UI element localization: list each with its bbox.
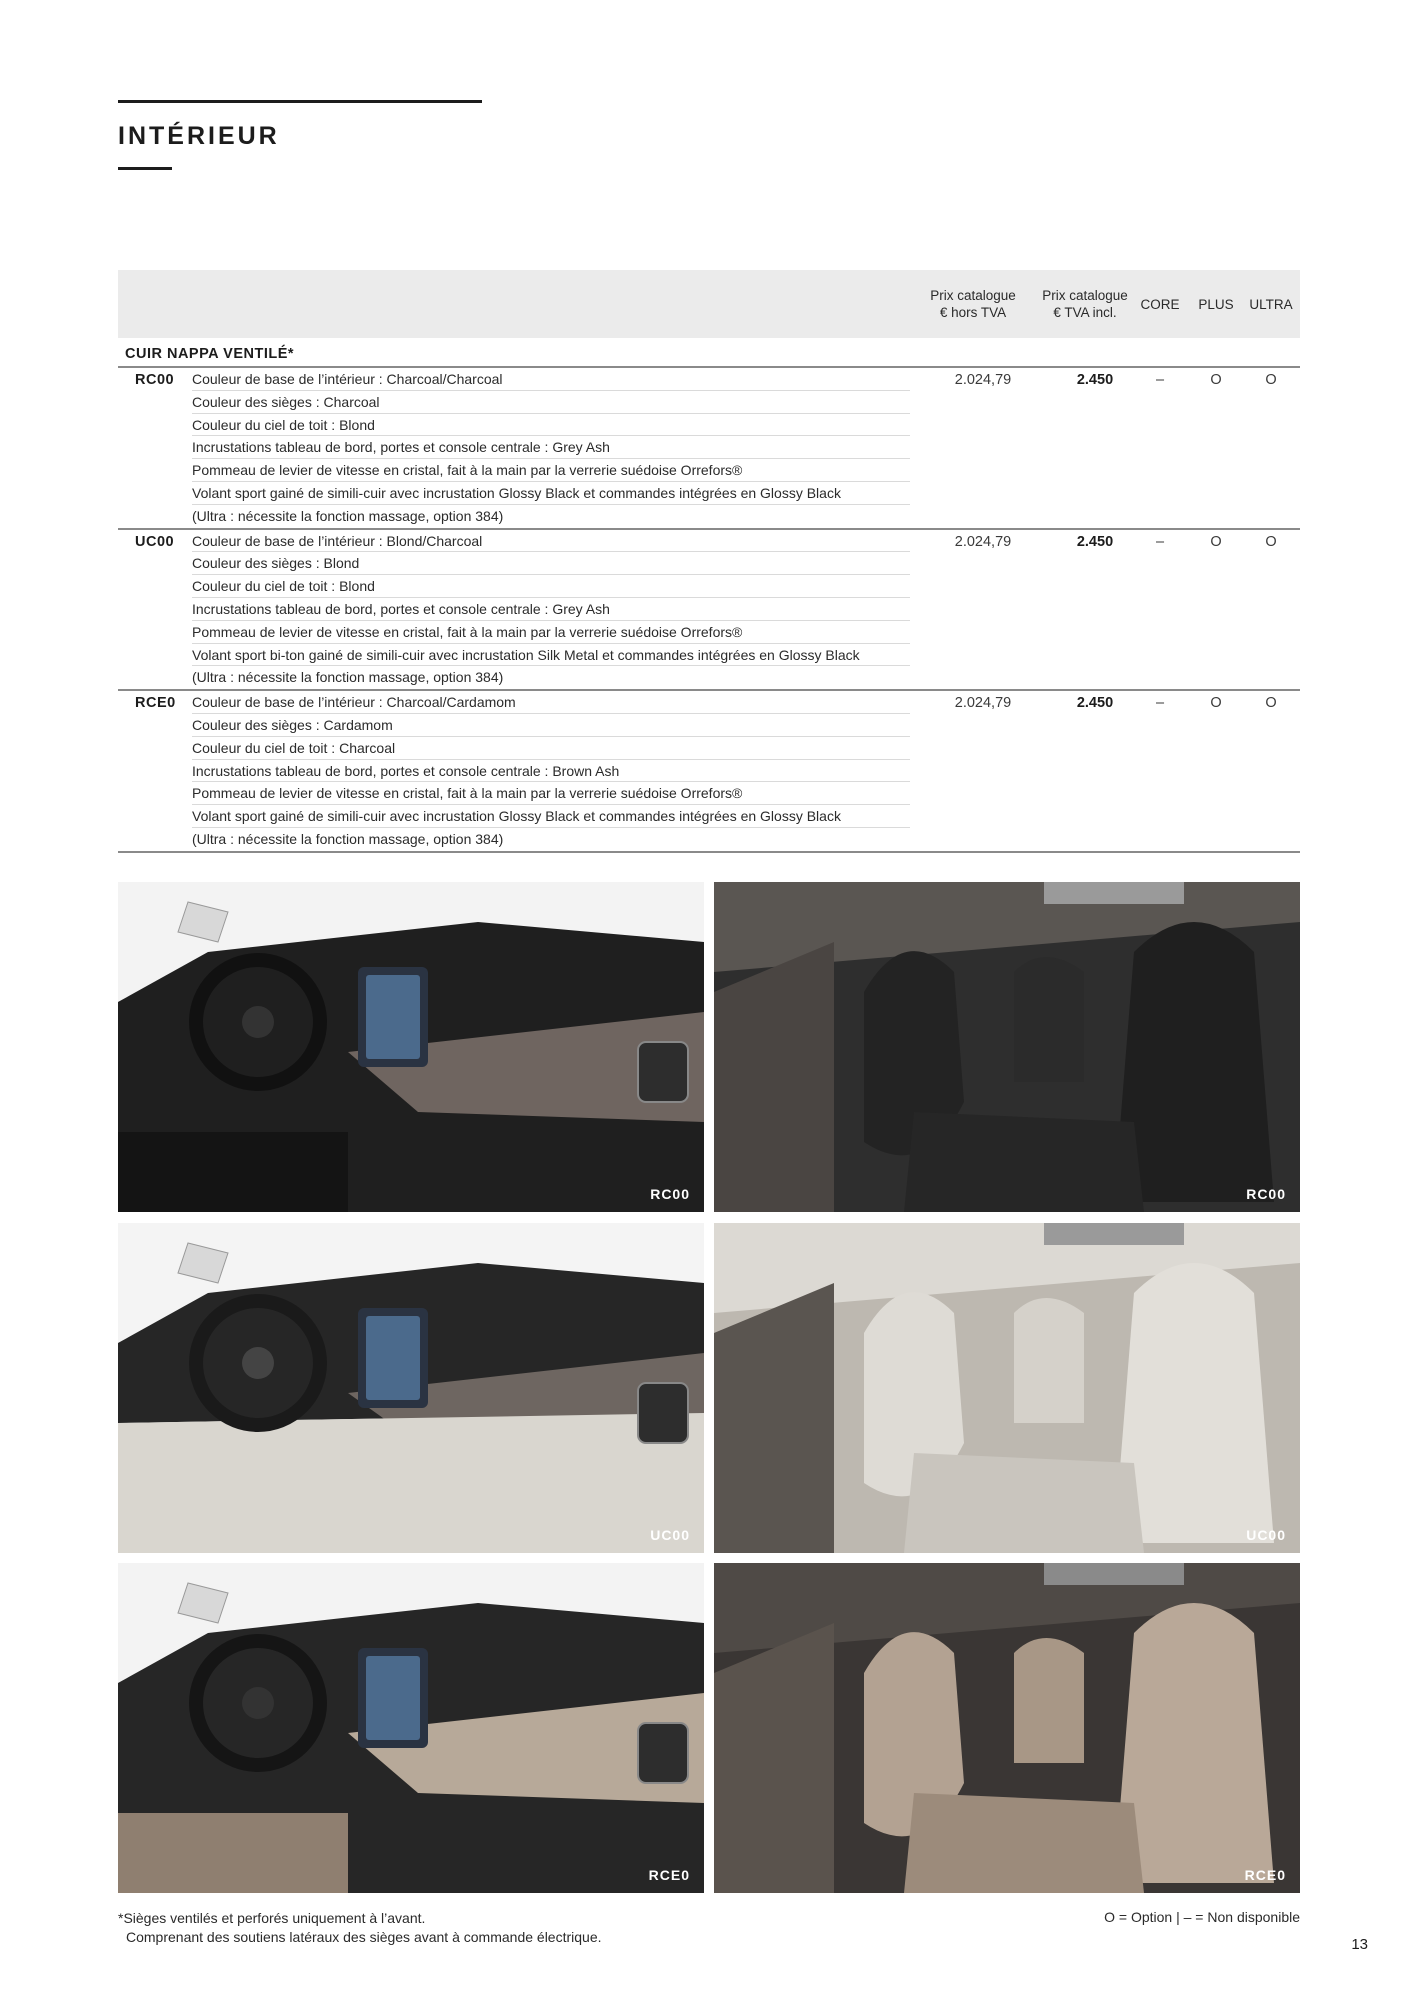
option-line: Pommeau de levier de vitesse en cristal, fait à la main par la verrerie suédoise Orrefors® (192, 459, 910, 482)
option-line: Couleur de base de l’intérieur : Blond/Charcoal (192, 530, 910, 553)
option-line: Couleur des sièges : Cardamom (192, 714, 910, 737)
option-code: RCE0 (135, 695, 176, 712)
option-line: Volant sport bi-ton gainé de simili-cuir avec incrustation Silk Metal et commandes intégrées en Glossy Black (192, 644, 910, 667)
option-line: Couleur de base de l’intérieur : Charcoal/Charcoal (192, 368, 910, 391)
option-code: RC00 (135, 372, 175, 388)
dashboard-photo-rce0 (118, 1563, 704, 1893)
header-rule (118, 100, 482, 103)
availability-ultra: O (1265, 533, 1277, 550)
footnote (118, 1909, 602, 1947)
seats-photo-rce0 (714, 1563, 1300, 1893)
price-incl-vat: 2.450 (1076, 372, 1114, 388)
footnote-line: *Sièges ventilés et perforés uniquement à l’avant. (118, 1910, 426, 1926)
option-line: Couleur des sièges : Charcoal (192, 391, 910, 414)
price-excl-vat: 2.024,79 (954, 533, 1012, 550)
option-line: Couleur du ciel de toit : Blond (192, 575, 910, 598)
option-line: Pommeau de levier de vitesse en cristal, fait à la main par la verrerie suédoise Orrefors® (192, 621, 910, 644)
option-code: UC00 (135, 533, 175, 550)
photo-label: UC00 (650, 1527, 690, 1543)
option-group-rc00 (118, 366, 1300, 528)
availability-ultra: O (1265, 372, 1277, 388)
seats-illustration (714, 1223, 1300, 1553)
seats-illustration (714, 1563, 1300, 1893)
option-line: Couleur du ciel de toit : Blond (192, 414, 910, 437)
option-group-rce0 (118, 689, 1300, 853)
photo-label: RC00 (1246, 1186, 1286, 1202)
option-line: (Ultra : nécessite la fonction massage, option 384) (192, 507, 504, 524)
legend: O = Option | – = Non disponible (1104, 1909, 1300, 1925)
option-group-uc00 (118, 528, 1300, 690)
dashboard-illustration (118, 1223, 704, 1553)
title-underline (118, 167, 172, 170)
photo-label: UC00 (1246, 1527, 1286, 1543)
interior-options-table (118, 270, 1300, 853)
header-plus: PLUS (1198, 296, 1234, 312)
seats-illustration (714, 882, 1300, 1212)
availability-plus: O (1210, 372, 1222, 388)
option-line: Incrustations tableau de bord, portes et console centrale : Grey Ash (192, 598, 910, 621)
availability-core: – (1155, 695, 1165, 712)
availability-plus: O (1210, 695, 1222, 712)
photo-label: RCE0 (648, 1867, 690, 1883)
header-ultra: ULTRA (1249, 296, 1293, 312)
availability-ultra: O (1265, 695, 1277, 712)
availability-plus: O (1210, 533, 1222, 550)
option-line: Couleur du ciel de toit : Charcoal (192, 737, 910, 760)
price-excl-vat: 2.024,79 (954, 372, 1012, 388)
availability-core: – (1155, 372, 1165, 388)
option-line: Couleur des sièges : Blond (192, 552, 910, 575)
table-header (118, 270, 1300, 338)
option-line: Incrustations tableau de bord, portes et console centrale : Brown Ash (192, 760, 910, 783)
option-line: (Ultra : nécessite la fonction massage, option 384) (192, 830, 504, 847)
photo-label: RC00 (650, 1186, 690, 1202)
option-line: Volant sport gainé de simili-cuir avec incrustation Glossy Black et commandes intégrées en Glossy Black (192, 805, 910, 828)
price-incl-vat: 2.450 (1076, 695, 1114, 712)
dashboard-photo-uc00 (118, 1223, 704, 1553)
seats-photo-rc00 (714, 882, 1300, 1212)
page-title: INTÉRIEUR (118, 122, 280, 150)
header-price-excl-vat: Prix catalogue € hors TVA (930, 288, 1016, 320)
dashboard-illustration (118, 1563, 704, 1893)
category-title: CUIR NAPPA VENTILÉ* (125, 346, 295, 362)
footnote-line: Comprenant des soutiens latéraux des sièges avant à commande électrique. (126, 1929, 602, 1945)
page-number: 13 (1351, 1936, 1368, 1953)
header-core: CORE (1140, 296, 1180, 312)
option-line: Pommeau de levier de vitesse en cristal, fait à la main par la verrerie suédoise Orrefors® (192, 782, 910, 805)
option-line: Incrustations tableau de bord, portes et console centrale : Grey Ash (192, 436, 910, 459)
dashboard-illustration (118, 882, 704, 1212)
seats-photo-uc00 (714, 1223, 1300, 1553)
photo-label: RCE0 (1244, 1867, 1286, 1883)
option-line: Couleur de base de l’intérieur : Charcoal/Cardamom (192, 691, 910, 714)
price-excl-vat: 2.024,79 (954, 695, 1012, 712)
availability-core: – (1155, 533, 1165, 550)
dashboard-photo-rc00 (118, 882, 704, 1212)
option-line: Volant sport gainé de simili-cuir avec incrustation Glossy Black et commandes intégrées en Glossy Black (192, 482, 910, 505)
option-line: (Ultra : nécessite la fonction massage, option 384) (192, 669, 504, 686)
price-incl-vat: 2.450 (1076, 533, 1114, 550)
header-price-incl-vat: Prix catalogue € TVA incl. (1042, 288, 1128, 320)
